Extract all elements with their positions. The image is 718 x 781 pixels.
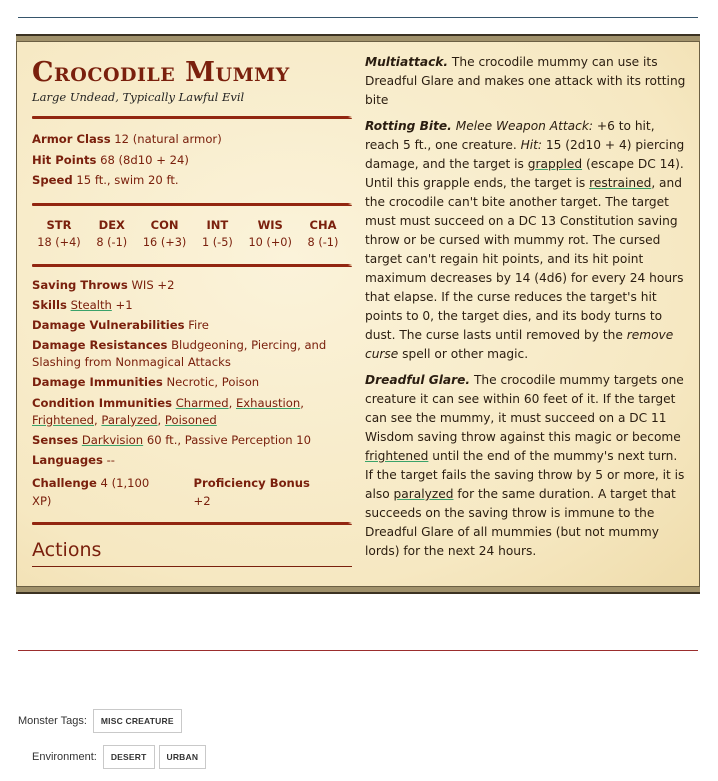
senses-value: 60 ft., Passive Perception 10 <box>146 432 312 447</box>
top-divider <box>18 17 698 18</box>
saving-throws-label: Saving Throws <box>32 277 128 292</box>
speed-label: Speed <box>32 173 73 187</box>
condition-frightened-link[interactable]: frightened <box>365 449 429 463</box>
action-text: +6 to hit, reach 5 ft., one creature. <box>365 119 655 152</box>
damage-resistances <box>32 337 352 371</box>
attack-type: Melee Weapon Attack: <box>455 119 593 133</box>
speed-value: 15 ft., swim 20 ft. <box>76 173 179 187</box>
tag-desert[interactable]: DESERT <box>103 745 155 769</box>
damage-immunities-value: Necrotic, Poison <box>166 375 260 390</box>
damage-vulnerabilities <box>32 317 352 334</box>
condition-immunities: Condition Immunities Charmed, Exhaustion, Frightened, Paralyzed, Poisoned <box>32 395 304 427</box>
ability-score: 8 (-1) <box>96 235 128 249</box>
challenge-value: 4 (1,100 XP) <box>32 475 150 508</box>
stat-block-right-column <box>365 53 687 568</box>
action-text: (escape DC 14). Until this grapple ends, the target is <box>365 157 684 190</box>
monster-tags-label: Monster Tags: <box>18 715 87 727</box>
ability-name: INT <box>206 217 229 232</box>
stat-block-left-column <box>32 53 352 567</box>
bottom-divider <box>18 650 698 651</box>
ability-name: DEX <box>98 217 125 232</box>
damage-vulnerabilities-value: Fire <box>188 318 209 333</box>
languages <box>32 452 352 469</box>
challenge-label: Challenge <box>32 475 97 490</box>
senses-label: Senses <box>32 432 79 447</box>
proficiency-bonus <box>194 474 324 510</box>
senses <box>32 432 352 449</box>
ability-score: 18 (+4) <box>37 235 81 249</box>
skills-label: Skills <box>32 297 67 312</box>
challenge <box>32 474 166 510</box>
section-divider <box>32 522 352 525</box>
condition-poisoned-link[interactable]: Poisoned <box>164 412 217 427</box>
damage-resistances-value: Bludgeoning, Piercing, and Slashing from Nonmagical Attacks <box>32 338 327 370</box>
tag-misc-creature[interactable]: MISC CREATURE <box>93 709 182 733</box>
monster-tags-row <box>18 709 186 733</box>
condition-restrained-link[interactable]: restrained <box>589 176 652 190</box>
ability-score: 16 (+3) <box>142 235 187 249</box>
skills-value: +1 <box>115 297 133 312</box>
ability-name: CHA <box>309 217 337 232</box>
action-name: Dreadful Glare. <box>365 373 471 387</box>
hit-points-value: 68 (8d10 + 24) <box>100 152 189 167</box>
damage-immunities <box>32 374 352 391</box>
skills <box>32 297 352 314</box>
damage-vulnerabilities-label: Damage Vulnerabilities <box>32 318 185 333</box>
action-name: Multiattack. <box>365 55 449 69</box>
armor-class-value: 12 (natural armor) <box>114 132 222 146</box>
ability-name: STR <box>46 217 72 232</box>
spell-name: remove curse <box>365 328 674 361</box>
condition-frightened-link[interactable]: Frightened <box>32 412 95 427</box>
ability-name: WIS <box>257 217 283 232</box>
action-text: spell or other magic. <box>402 347 529 361</box>
ability-str <box>34 216 84 252</box>
saving-throws <box>32 277 352 294</box>
stat-block <box>16 35 700 593</box>
monster-name: Crocodile Mummy <box>32 57 290 88</box>
hit-points <box>32 150 352 171</box>
skill-stealth-link[interactable]: Stealth <box>70 297 112 312</box>
ability-con <box>140 216 190 252</box>
action-text: , and the crocodile can't bite another target. The target must must succeed on a DC 13 Constitution saving throw or be cursed with mummy rot. The cursed target can't regain hit points, and its hit point maximum decreases by 14 (4d6) for every 24 hours that elapse. If the curse reduces the target's hit points to 0, the target dies, and its body turns to dust. The curse lasts until removed by the <box>365 176 684 342</box>
damage-resistances-label: Damage Resistances <box>32 338 168 353</box>
environment-row <box>32 745 210 769</box>
condition-paralyzed-link[interactable]: Paralyzed <box>101 412 158 427</box>
condition-charmed-link[interactable]: Charmed <box>175 395 229 410</box>
action-text: The crocodile mummy targets one creature it can see within 60 feet of it. If the target can see the mummy, it must succeed on a DC 11 Wisdom saving throw against this magic or become <box>365 373 684 444</box>
action-rotting-bite <box>365 117 687 364</box>
armor-class-label: Armor Class <box>32 132 111 146</box>
damage-immunities-label: Damage Immunities <box>32 375 163 390</box>
hit-points-label: Hit Points <box>32 152 97 167</box>
saving-throws-value: WIS +2 <box>131 277 175 292</box>
condition-immunities-label: Condition Immunities <box>32 395 173 410</box>
condition-grappled-link[interactable]: grappled <box>527 157 583 171</box>
challenge-row <box>32 474 352 510</box>
sense-darkvision-link[interactable]: Darkvision <box>81 432 144 447</box>
section-divider <box>32 203 352 206</box>
ability-score: 10 (+0) <box>248 235 292 249</box>
ability-wis <box>245 216 295 252</box>
action-dreadful-glare <box>365 371 687 561</box>
languages-label: Languages <box>32 453 103 468</box>
ability-scores <box>32 216 352 252</box>
actions-heading: Actions <box>32 539 352 567</box>
action-multiattack <box>365 53 687 110</box>
speed <box>32 170 352 191</box>
section-divider <box>32 116 352 119</box>
condition-exhaustion-link[interactable]: Exhaustion <box>235 395 301 410</box>
condition-paralyzed-link[interactable]: paralyzed <box>393 487 454 501</box>
languages-value: -- <box>106 453 115 468</box>
action-text: 15 (2d10 + 4) piercing damage, and the target is <box>365 138 685 171</box>
ability-dex <box>87 216 137 252</box>
action-text: for the same duration. A target that succeeds on the saving throw is immune to the Dreadful Glare of all mummies (but not mummy lords) for the next 24 hours. <box>365 487 676 558</box>
section-divider <box>32 264 352 267</box>
action-text: The crocodile mummy can use its Dreadful Glare and makes one attack with its rotting bite <box>365 55 686 107</box>
ability-score: 1 (-5) <box>201 235 233 249</box>
tag-urban[interactable]: URBAN <box>159 745 207 769</box>
action-text: until the end of the mummy's next turn. If the target fails the saving throw by 5 or more, it is also <box>365 449 685 501</box>
ability-int <box>192 216 242 252</box>
hit-label: Hit: <box>520 138 543 152</box>
action-name: Rotting Bite. <box>365 119 452 133</box>
ability-cha <box>298 216 348 252</box>
ability-score: 8 (-1) <box>307 235 339 249</box>
proficiency-bonus-value: +2 <box>193 493 211 508</box>
armor-class <box>32 129 352 150</box>
ability-name: CON <box>150 217 179 232</box>
proficiency-bonus-label: Proficiency Bonus <box>193 475 310 490</box>
environment-label: Environment: <box>32 751 97 763</box>
monster-meta: Large Undead, Typically Lawful Evil <box>32 90 245 104</box>
